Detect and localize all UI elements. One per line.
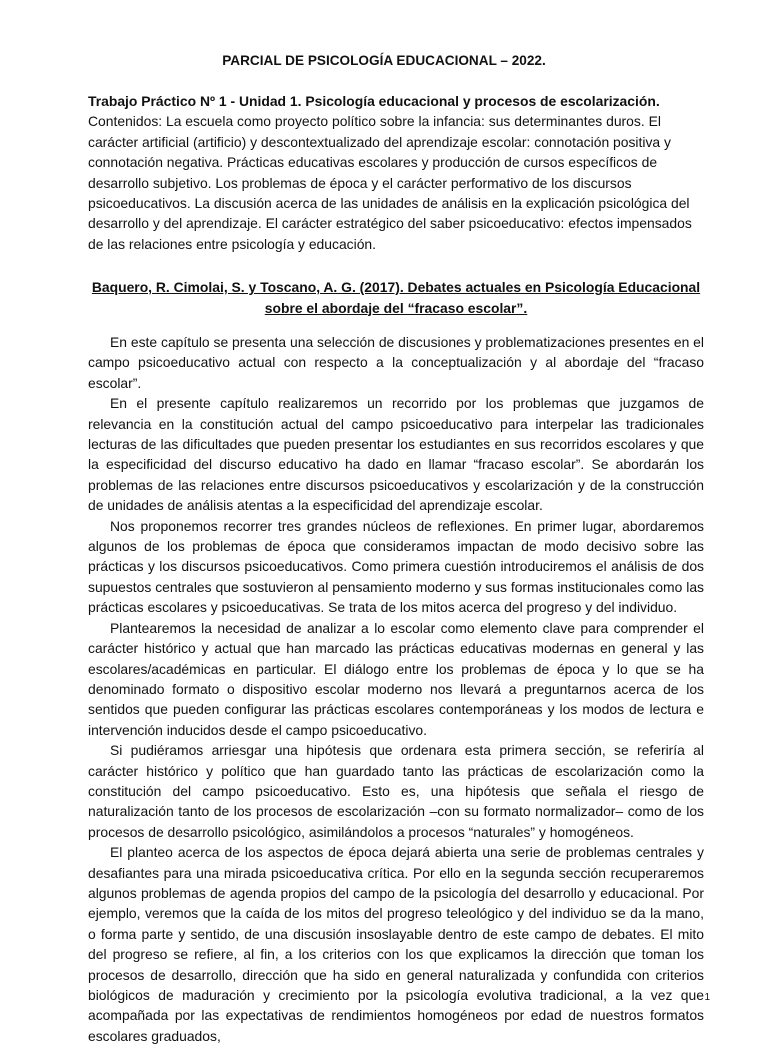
practical-work-section [88, 91, 704, 254]
body-paragraph: Nos proponemos recorrer tres grandes núcleos de reflexiones. En primer lugar, abordaremos algunos de los problemas de época que consideramos impactan de modo decisivo sobre las prácticas y los discursos psicoeducativos. Como primera cuestión introduciremos el análisis de dos supuestos centrales que sostuvieron al pensamiento moderno y sus formas institucionales como las prácticas escolares y psicoeducativas. Se trata de los mitos acerca del progreso y del individuo. [88, 517, 704, 616]
body-paragraph: Plantearemos la necesidad de analizar a lo escolar como elemento clave para comprender el carácter histórico y actual que han marcado las prácticas educativas modernas en general y las escolares/académicas en particular. El diálogo entre los problemas de época y lo que se ha denominado formato o dispositivo escolar moderno nos llevará a preguntarnos acerca de los sentidos que pueden configurar las prácticas escolares contemporáneas y los modos de lectura e intervención inducidos desde el campo psicoeducativo. [88, 619, 704, 738]
page-number: 1 [704, 992, 710, 1003]
body-paragraph: En el presente capítulo realizaremos un recorrido por los problemas que juzgamos de relevancia en la constitución actual del campo psicoeducativo para interpelar las tradicionales lecturas de las dificultades que pueden presentar los estudiantes en sus recorridos escolares y que la especificidad del discurso educativo ha dado en llamar “fracaso escolar”. Se abordarán los problemas de las relaciones entre discursos psicoeducativos y escolarización y de la construcción de unidades de análisis atentas a la especificidad del aprendizaje escolar. [88, 395, 704, 514]
document-title: PARCIAL DE PSICOLOGÍA EDUCACIONAL – 2022. [222, 53, 546, 68]
chapter-body [88, 332, 704, 1046]
body-paragraph: El planteo acerca de los aspectos de época dejará abierta una serie de problemas centrales y desafiantes para una mirada psicoeducativa crítica. Por ello en la segunda sección recuperaremos algunos problemas de agenda propios del campo de la psicología del desarrollo y educacional. Por ejemplo, veremos que la caída de los mitos del progreso teleológico y del individuo se da la mano, o forma parte y sentido, de una discusión insoslayable dentro de este campo de debates. El mito del progreso se refiere, al fin, a los criterios con los que explicamos la dirección que toman los procesos de desarrollo, dirección que ha sido en general naturalizada y confundida con criterios biológicos de maduración y crecimiento por la psicología evolutiva tradicional, a la vez que acompañada por las expectativas de rendimientos homogéneos por edad de nuestros formatos escolares graduados, [88, 844, 704, 1044]
body-paragraph: En este capítulo se presenta una selección de discusiones y problematizaciones presentes en el campo psicoeducativo actual con respecto a la conceptualización y al abordaje del “fracaso escolar”. [88, 334, 704, 391]
practical-work-heading: Trabajo Práctico Nº 1 - Unidad 1. Psicología educacional y procesos de escolarización. [88, 93, 660, 109]
body-paragraph: Si pudiéramos arriesgar una hipótesis que ordenara esta primera sección, se referiría al carácter histórico y político que han guardado tanto las prácticas de escolarización como la constitución del campo psicoeducativo. Esto es, una hipótesis que señala el riesgo de naturalización tanto de los procesos de escolarización –con su formato normalizador– como de los procesos de desarrollo psicológico, asimilándolos a procesos “naturales” y homogéneos. [88, 742, 704, 840]
practical-work-contents: Contenidos: La escuela como proyecto político sobre la infancia: sus determinantes duros. El carácter artificial (artificio) y descontextualizado del aprendizaje escolar: connotación positiva y connotación negativa. Prácticas educativas escolares y producción de cursos específicos de desarrollo subjetivo. Los problemas de época y el carácter performativo de los discursos psicoeducativos. La discusión acerca de las unidades de análisis en la explicación psicológica del desarrollo y del aprendizaje. El carácter estratégico del saber psicoeducativo: efectos impensados de las relaciones entre psicología y educación. [88, 113, 692, 252]
reference-heading: Baquero, R. Cimolai, S. y Toscano, A. G. (2017). Debates actuales en Psicología Educacional sobre el abordaje del “fracaso escolar”. [91, 279, 701, 316]
